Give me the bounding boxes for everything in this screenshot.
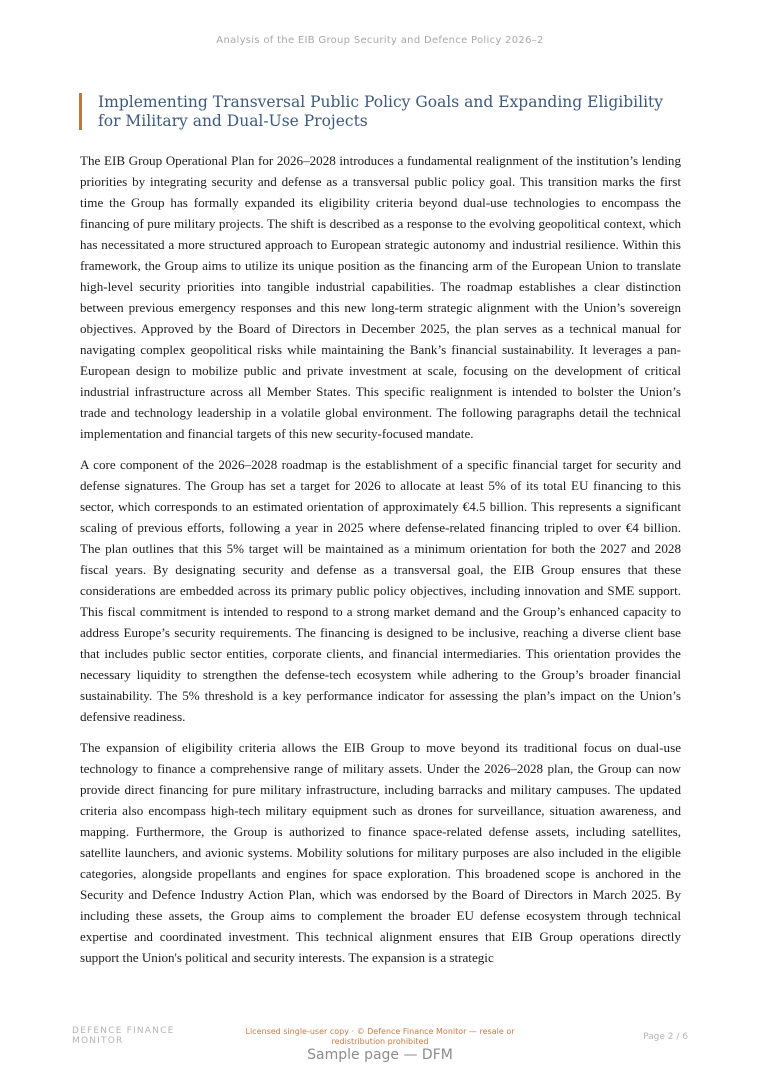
paragraph: The EIB Group Operational Plan for 2026–2028 introduces a fundamental realignment of the institution’s lending priorities by integrating security and defense as a transversal public policy goal. This transition marks the first time the Group has formally expanded its eligibility criteria beyond dual-use technologies to encompass the financing of pure military projects. The shift is described as a response to the evolving geopolitical context, which has necessitated a more structured approach to European strategic autonomy and industrial resilience. Within this framework, the Group aims to utilize its unique position as the financing arm of the European Union to translate high-level security priorities into tangible industrial capabilities. The roadmap establishes a clear distinction between previous emergency responses and this new long-term strategic alignment with the Union’s sovereign objectives. Approved by the Board of Directors in December 2025, the plan serves as a technical manual for navigating complex geopolitical risks while maintaining the Bank’s financial sustainability. It leverages a pan-European design to mobilize public and private investment at scale, focusing on the development of critical industrial infrastructure across all Member States. This specific realignment is intended to bolster the Union’s trade and technology leadership in a volatile global environment. The following paragraphs detail the technical implementation and financial targets of this new security-focused mandate. bbox=[80, 153, 681, 441]
running-header: Analysis of the EIB Group Security and Defence Policy 2026–2 bbox=[216, 35, 544, 46]
sample-label: Sample page — DFM bbox=[307, 1047, 453, 1063]
page-number: Page 2 / 6 bbox=[643, 1032, 688, 1042]
paragraph: The expansion of eligibility criteria allows the EIB Group to move beyond its traditional focus on dual-use technology to finance a comprehensive range of military assets. Under the 2026–2028 plan, the Group can now provide direct financing for pure military infrastructure, including barracks and military campuses. The updated criteria also encompass high-tech military equipment such as drones for surveillance, situation awareness, and mapping. Furthermore, the Group is authorized to finance space-related defense assets, including satellites, satellite launchers, and avionic systems. Mobility solutions for military purposes are also included in the eligible categories, alongside propellants and engines for space exploration. This broadened scope is anchored in the Security and Defence Industry Action Plan, which was endorsed by the Board of Directors in March 2025. By including these assets, the Group aims to complement the broader EU defense ecosystem through technical expertise and coordinated investment. This technical alignment ensures that EIB Group operations directly support the Union's political and security interests. The expansion is a strategic bbox=[80, 740, 681, 965]
section-title: Implementing Transversal Public Policy Goals and Expanding Eligibility for Military and Dual-Use Projects bbox=[79, 93, 679, 130]
footer-brand: DEFENCE FINANCE MONITOR bbox=[72, 1026, 175, 1046]
paragraph: A core component of the 2026–2028 roadmap is the establishment of a specific financial target for security and defense signatures. The Group has set a target for 2026 to allocate at least 5% of its total EU financing to this sector, which corresponds to an estimated orientation of approximately €4.5 billion. This represents a significant scaling of previous efforts, following a year in 2025 where defense-related financing tripled to over €4 billion. The plan outlines that this 5% target will be maintained as a minimum orientation for both the 2027 and 2028 fiscal years. By designating security and defense as a transversal goal, the EIB Group ensures that these considerations are embedded across its primary public policy objectives, including innovation and SME support. This fiscal commitment is intended to respond to a strong market demand and the Group’s enhanced capacity to address Europe’s security requirements. The financing is designed to be inclusive, reaching a diverse client base that includes public sector entities, corporate clients, and financial intermediaries. This orientation provides the necessary liquidity to strengthen the defense-tech ecosystem while adhering to the Group’s broader financial sustainability. The 5% threshold is a key performance indicator for assessing the plan’s impact on the Union’s defensive readiness. bbox=[80, 457, 681, 724]
body-text bbox=[80, 150, 681, 978]
footer-license-notice: Licensed single-user copy · © Defence Finance Monitor — resale or redistribution prohibited bbox=[245, 1027, 515, 1046]
